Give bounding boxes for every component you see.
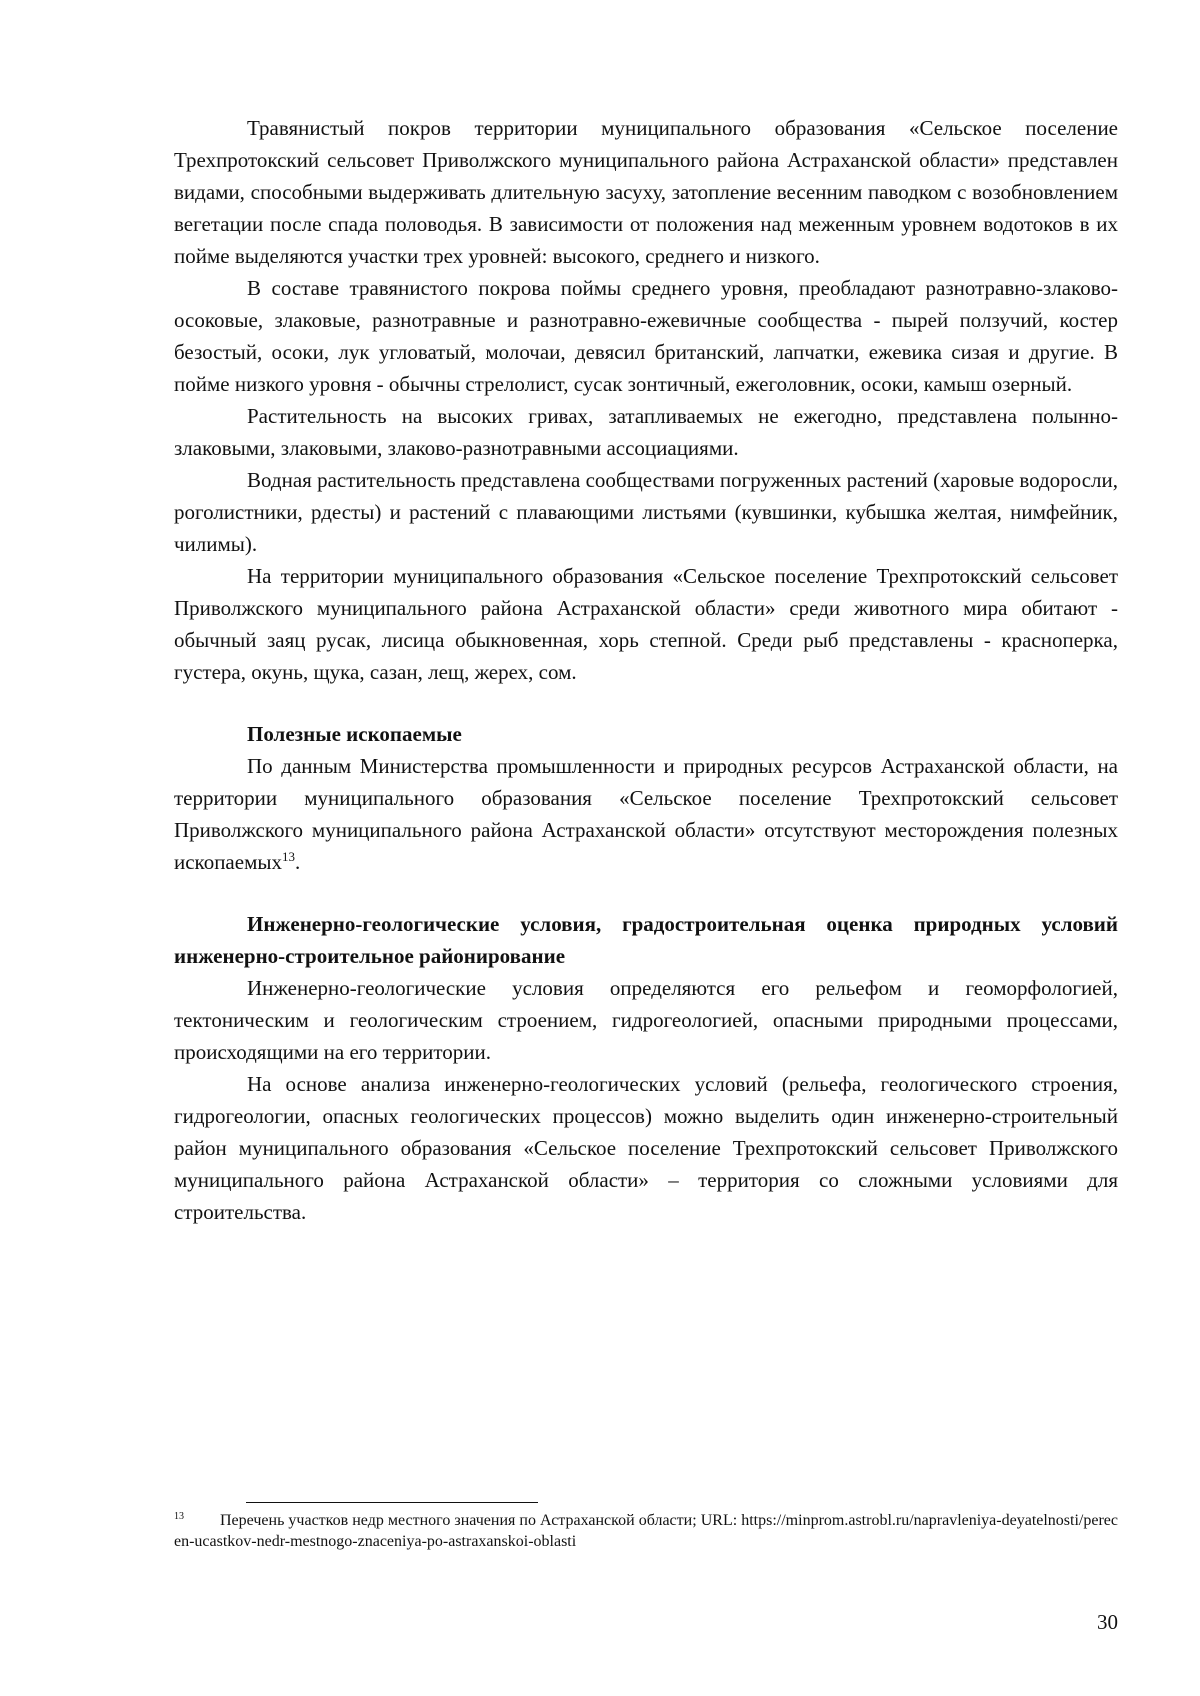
paragraph-engineering-district: На основе анализа инженерно-геологических условий (рельефа, геологического строения, гидрогеологии, опасных геологических процессов) можно выделить один инженерно-строительный район муниципального образования «Сельское поселение Трехпротокский сельсовет Приволжского муниципального района Астраханской области» – территория со сложными условиями для строительства. <box>174 1072 1118 1224</box>
footnote-reference[interactable]: 13 <box>281 849 295 864</box>
heading-minerals: Полезные ископаемые <box>247 722 462 746</box>
paragraph-engineering-conditions: Инженерно-геологические условия определяются его рельефом и геоморфологией, тектоническим и геологическим строением, гидрогеологией, опасными природными процессами, происходящими на его территории. <box>174 976 1118 1064</box>
footnote-separator <box>246 1502 538 1503</box>
page-number: 30 <box>1097 1610 1118 1634</box>
footnote-text: Перечень участков недр местного значения по Астраханской области; URL: https://minprom.astrobl.ru/napravleniya-deyatelnosti/perecen-ucastkov-nedr-mestnogo-znaceniya-po-astraxanskoi-oblasti <box>174 1512 1118 1550</box>
spacer <box>174 688 1118 718</box>
paragraph-middle-floodplain: В составе травянистого покрова поймы среднего уровня, преобладают разнотравно-злаково-осоковые, злаковые, разнотравные и разнотравно-ежевичные сообщества - пырей ползучий, костер безостый, осоки, лук угловатый, молочаи, девясил британский, лапчатки, ежевика сизая и другие. В пойме низкого уровня - обычны стрелолист, сусак зонтичный, ежеголовник, осоки, камыш озерный. <box>174 276 1118 396</box>
document-body <box>174 112 1118 1228</box>
paragraph-minerals <box>174 750 1118 878</box>
footnote <box>174 1510 1118 1552</box>
paragraph-aquatic-vegetation: Водная растительность представлена сообществами погруженных растений (харовые водоросли, роголистники, рдесты) и растений с плавающими листьями (кувшинки, кубышка желтая, нимфейник, чилимы). <box>174 468 1118 556</box>
spacer <box>174 878 1118 908</box>
minerals-end: . <box>294 850 301 874</box>
paragraph-fauna: На территории муниципального образования «Сельское поселение Трехпротокский сельсовет Приволжского муниципального района Астраханской области» среди животного мира обитают - обычный заяц русак, лисица обыкновенная, хорь степной. Среди рыб представлены - красноперка, густера, окунь, щука, сазан, лещ, жерех, сом. <box>174 564 1118 684</box>
heading-engineering: Инженерно-геологические условия, градостроительная оценка природных условий инженерно-строительное районирование <box>174 912 1118 968</box>
minerals-text: По данным Министерства промышленности и природных ресурсов Астраханской области, на территории муниципального образования «Сельское поселение Трехпротокский сельсовет Приволжского муниципального района Астраханской области» отсутствуют месторождения полезных ископаемых <box>174 754 1118 874</box>
footnote-number: 13 <box>174 1510 184 1522</box>
paragraph-high-ridges: Растительность на высоких гривах, затапливаемых не ежегодно, представлена полынно-злаковыми, злаковыми, злаково-разнотравными ассоциациями. <box>174 404 1118 460</box>
paragraph-grass-cover: Травянистый покров территории муниципального образования «Сельское поселение Трехпротокский сельсовет Приволжского муниципального района Астраханской области» представлен видами, способными выдерживать длительную засуху, затопление весенним паводком с возобновлением вегетации после спада половодья. В зависимости от положения над меженным уровнем водотоков в их пойме выделяются участки трех уровней: высокого, среднего и низкого. <box>174 116 1118 268</box>
